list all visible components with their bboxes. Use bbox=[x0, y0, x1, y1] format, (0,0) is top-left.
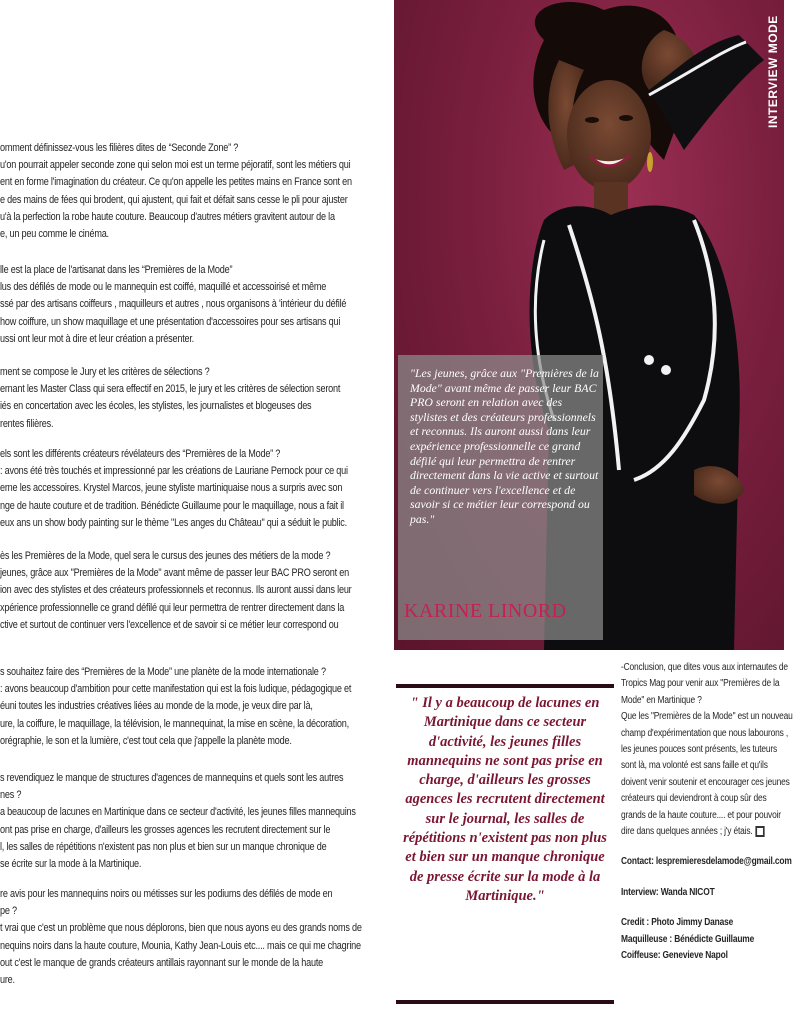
answer-line: éuni toutes les industries créatives liées au monde de la mode, je veux dire par là, bbox=[0, 700, 313, 713]
pull-quote-text: " Il y a beaucoup de lacunes en Martinique dans ce secteur d'activité, les jeunes filles mannequins ne sont pas prise en charge, d'ailleurs les grosses agences les recrutent directement sur le journal, les salles de répétitions n'existent pas non plus et bien sur un manque chronique de presse écrite sur la mode à la Martinique." bbox=[403, 695, 607, 904]
question: s revendiquez le manque de structures d'agences de mannequins et quels sont les autres bbox=[0, 772, 344, 784]
conclusion-column bbox=[621, 660, 793, 965]
qa-agences bbox=[0, 770, 372, 873]
hair-credit: Coiffeuse: Genevieve Napol bbox=[621, 950, 728, 962]
interview-credit: Interview: Wanda NICOT bbox=[621, 886, 715, 898]
interviewee-name: KARINE LINORD bbox=[404, 600, 567, 622]
answer-line: ernant les Master Class qui sera effectif en 2015, le jury et les critères de sélection seront bbox=[0, 383, 341, 396]
conclusion-answer: Que les "Premières de la Mode" est un nouveau champ d'expérimentation que nous labourons , les jeunes pouces sont présents, les tuteurs sont là, ma volonté est sans faille et qu'ils doivent venir soutenir et encourager ces jeunes créateurs qui deviendront à coup sûr des grands de la haute couture.... et pour pouvoir dire dans quelques années ; j'y étais. bbox=[621, 711, 793, 838]
qa-artisanat bbox=[0, 262, 372, 348]
question: s souhaitez faire des “Premières de la Mode” une planète de la mode internationale ? bbox=[0, 666, 326, 678]
interview-column bbox=[0, 0, 372, 1023]
answer-line: lus des défilés de mode ou le mannequin est coiffé, maquillé et accessoirisé et même bbox=[0, 281, 327, 294]
conclusion-question: -Conclusion, que dites vous aux internautes de Tropics Mag pour venir aux "Premières de la Mode" en Martinique ? bbox=[621, 662, 788, 706]
answer-line: nge de haute couture et de tradition. Bénédicte Guillaume pour le maquillage, nous a fait il bbox=[0, 499, 344, 512]
answer-line: rentes filières. bbox=[0, 417, 54, 430]
answer-line: : avons été très touchés et impressionné par les créations de Lauriane Pernock pour ce qui bbox=[0, 465, 348, 478]
question: nes ? bbox=[0, 789, 22, 802]
answer-line: xpérience professionnelle ce grand défilé qui leur permettra de rentrer directement dans la bbox=[0, 601, 345, 614]
question: re avis pour les mannequins noirs ou métisses sur les podiums des défilés de mode en bbox=[0, 888, 333, 900]
answer-line: ussi ont leur mot à dire et leur création a présenter. bbox=[0, 332, 194, 345]
answer-line: out c'est le manque de grands créateurs antillais rayonnant sur le monde de la haute bbox=[0, 956, 324, 969]
answer-line: ctive et surtout de continuer vers l'excellence et de savoir si ce métier leur correspond ou bbox=[0, 618, 339, 631]
answer-line: ure. bbox=[0, 974, 15, 987]
answer-line: iés en concertation avec les écoles, les stylistes, les journalistes et blogeuses des bbox=[0, 400, 312, 413]
answer-line: se écrite sur la mode à la Martinique. bbox=[0, 858, 142, 871]
photo-credit: Credit : Photo Jimmy Danase bbox=[621, 917, 734, 929]
answer-line: u'on pourrait appeler seconde zone qui selon moi est un terme péjoratif, sont les métiers qui bbox=[0, 159, 351, 172]
question: lle est la place de l'artisanat dans les “Premières de la Mode” bbox=[0, 264, 233, 276]
qa-seconde-zone bbox=[0, 140, 372, 243]
question: ès les Premières de la Mode, quel sera le cursus des jeunes des métiers de la mode ? bbox=[0, 550, 331, 562]
contact-line: Contact: lespremieresdelamode@gmail.com bbox=[621, 856, 792, 868]
answer-line: u'à la perfection la robe haute couture. Beaucoup d'autres métiers gravitent autour de la bbox=[0, 210, 335, 223]
qa-jury bbox=[0, 364, 372, 433]
answer-line: : avons beaucoup d'ambition pour cette manifestation qui est la fois ludique, pédagogique et bbox=[0, 683, 352, 696]
question: omment définissez-vous les filières dites de “Seconde Zone” ? bbox=[0, 142, 239, 154]
answer-line: t vrai que c'est un problème que nous déplorons, bien que nous ayons eu des grands noms de bbox=[0, 922, 362, 935]
question: ment se compose le Jury et les critères de sélections ? bbox=[0, 366, 210, 378]
qa-createurs bbox=[0, 446, 372, 532]
answer-line: jeunes, grâce aux "Premières de la Mode" avant même de passer leur BAC PRO seront en bbox=[0, 567, 349, 580]
answer-line: ent en forme l'imagination du créateur. Ce qu'on appelle les petites mains en France sont en bbox=[0, 176, 352, 189]
answer-line: ssé par des artisans coiffeurs , maquilleurs et autres , nous organisons à 'intérieur du défilé bbox=[0, 298, 347, 311]
answer-line: e, un peu comme le cinéma. bbox=[0, 228, 109, 241]
question: els sont les différents créateurs révélateurs des “Premières de la Mode” ? bbox=[0, 448, 281, 460]
answer-line: orégraphie, le son et la lumière, c'est tout cela que j'appelle la planète mode. bbox=[0, 734, 292, 747]
photo-quote-text: "Les jeunes, grâce aux "Premières de la Mode" avant même de passer leur BAC PRO seront en relation avec des stylistes et des créateurs professionnels et reconnus. Ils auront aussi dans leur expérience professionnelle ce grand défilé qui leur permettra de rentrer directement dans la vie active et surtout de continuer vers l'excellence et de savoir si ce métier leur correspond ou pas." bbox=[410, 366, 599, 526]
makeup-credit: Maquilleuse : Bénédicte Guillaume bbox=[621, 933, 755, 945]
end-mark-icon bbox=[755, 826, 764, 837]
section-tag: INTERVIEW MODE bbox=[766, 15, 780, 128]
answer-line: erne les accessoires. Krystel Marcos, jeune styliste martiniquaise nous a surpris avec son bbox=[0, 482, 343, 495]
qa-planete-mode bbox=[0, 664, 372, 750]
answer-line: l, les salles de répétitions n'existent pas non plus et bien sur un manque chronique de bbox=[0, 840, 327, 853]
answer-line: ont pas prise en charge, d'ailleurs les grosses agences les recrutent directement sur le bbox=[0, 823, 331, 836]
answer-line: ure, la coiffure, le maquillage, la télévision, le mannequinat, la mise en scène, la décoration, bbox=[0, 717, 349, 730]
qa-cursus bbox=[0, 548, 372, 634]
answer-line: ion avec des stylistes et des créateurs professionnels et reconnus. Ils auront aussi dans leur bbox=[0, 584, 352, 597]
question: pe ? bbox=[0, 905, 17, 918]
answer-line: a beaucoup de lacunes en Martinique dans ce secteur d'activité, les jeunes filles mannequins bbox=[0, 806, 356, 819]
answer-line: e des mains de fées qui brodent, qui ajustent, qui fait et défait sans cesse le pli pour ajuster bbox=[0, 193, 348, 206]
answer-line: how coiffure, un show maquillage et une présentation d'accessoires pour ses artisans qui bbox=[0, 315, 341, 328]
answer-line: nequins noirs dans la haute couture, Mounia, Kathy Jean-Louis etc.... mais ce qui me chagrine bbox=[0, 939, 361, 952]
qa-mannequins-noirs bbox=[0, 886, 372, 989]
answer-line: eux ans un show body painting sur le thème "Les anges du Château" qui a séduit le public. bbox=[0, 516, 347, 529]
